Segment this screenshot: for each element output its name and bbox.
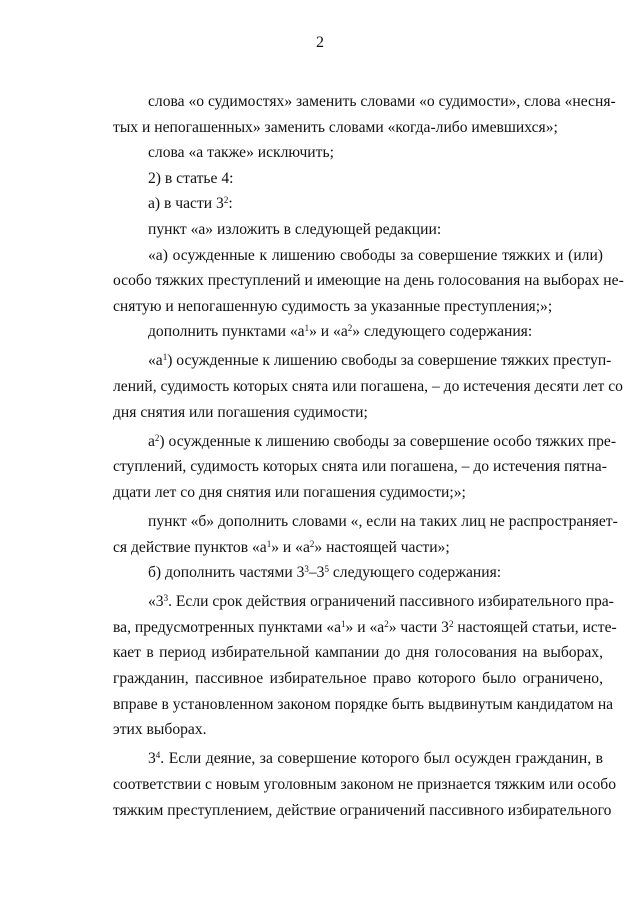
page-number: 2 <box>316 34 324 51</box>
text-line: этих выборах. <box>113 721 207 739</box>
text-line: ва, предусмотренных пунктами «$а^1$» и «$а^2$» части $3^2$ настоящей статьи, исте- <box>113 618 617 636</box>
text-line: кает в период избирательной кампании до дня голосования на выборах, <box>113 644 603 662</box>
text-line: дня снятия или погашения судимости; <box>113 403 368 421</box>
document-body <box>113 89 624 823</box>
text-line: «а) осужденные к лишению свободы за совершение тяжких и (или) <box>148 246 603 264</box>
text-line: «$а^1$) осужденные к лишению свободы за совершение тяжких преступ- <box>148 352 612 370</box>
text-line: ступлений, судимость которых снята или погашена, – до истечения пятна- <box>113 458 607 476</box>
text-line: особо тяжких преступлений и имеющие на день голосования на выборах не- <box>113 272 624 290</box>
text-line: 2) в статье 4: <box>148 169 234 187</box>
text-line: пункт «а» изложить в следующей редакции: <box>148 220 442 238</box>
text-line: ся действие пунктов «$а^1$» и «$а^2$» настоящей части»; <box>113 538 450 556</box>
text-line: $а^2$) осужденные к лишению свободы за совершение особо тяжких пре- <box>148 432 617 450</box>
text-line: соответствии с новым уголовным законом не признается тяжким или особо <box>113 775 617 793</box>
text-line: «$3^3$. Если срок действия ограничений пассивного избирательного пра- <box>148 593 614 611</box>
text-line: слова «о судимостях» заменить словами «о судимости», слова «несня- <box>148 93 616 110</box>
text-line: слова «а также» исключить; <box>148 144 334 162</box>
text-line: гражданин, пассивное избирательное право которого было ограничено, <box>113 670 603 688</box>
text-line: тых и непогашенных» заменить словами «когда-либо имевшихся»; <box>113 118 558 136</box>
text-line: а) в части $3^2$: <box>148 195 233 213</box>
text-line: дополнить пунктами «$а^1$» и «$а^2$» следующего содержания: <box>148 323 533 341</box>
text-line: тяжким преступлением, действие ограничений пассивного избирательного <box>113 801 612 819</box>
text-line: $3^4$. Если деяние, за совершение которого был осужден гражданин, в <box>148 750 603 768</box>
text-line: снятую и непогашенную судимость за указанные преступления;»; <box>113 297 553 315</box>
text-line: пункт «б» дополнить словами «, если на таких лиц не распространяет- <box>148 513 618 530</box>
text-line: б) дополнить частями $3^3-3^5$ следующего содержания: <box>148 564 502 582</box>
text-line: вправе в установленном законом порядке быть выдвинутым кандидатом на <box>113 695 614 713</box>
text-line: лений, судимость которых снята или погашена, – до истечения десяти лет со <box>113 378 623 396</box>
text-line: дцати лет со дня снятия или погашения судимости;»; <box>113 483 466 501</box>
